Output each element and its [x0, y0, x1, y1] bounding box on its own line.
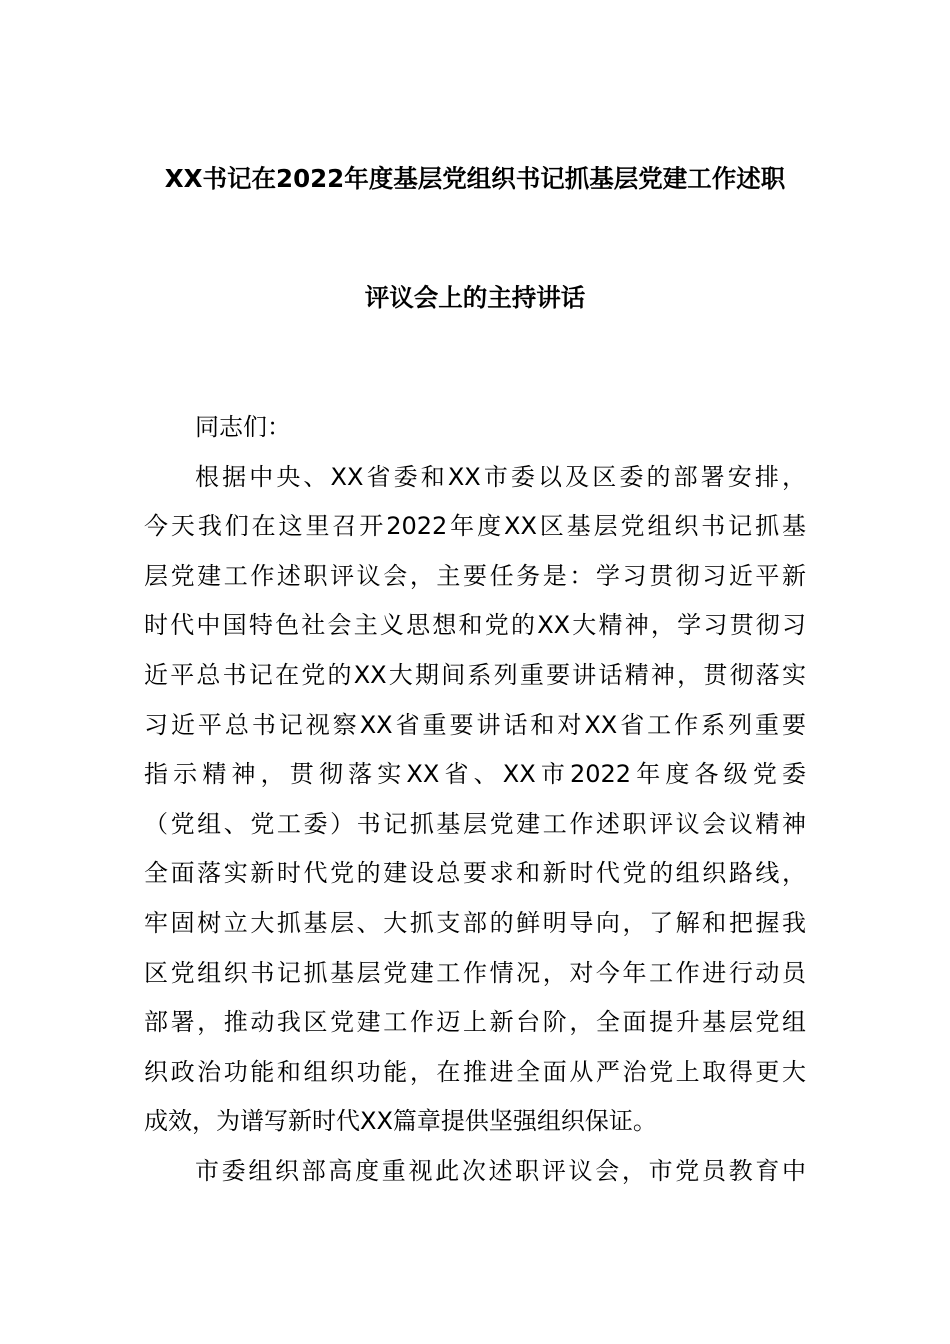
paragraph-1-line: 全面落实新时代党的建设总要求和新时代党的组织路线，	[144, 859, 806, 888]
paragraph-1	[144, 453, 806, 1147]
paragraph-1-line: 近平总书记在党的XX大期间系列重要讲话精神，贯彻落实	[144, 660, 806, 689]
document-title-line-2: 评议会上的主持讲话	[364, 283, 586, 312]
paragraph-1-line: 指示精神，贯彻落实XX省、XX市2022年度各级党委	[144, 760, 806, 789]
paragraph-2-line: 市委组织部高度重视此次述职评议会，市党员教育中	[195, 1156, 806, 1185]
paragraph-1-line: 根据中央、XX省委和XX市委以及区委的部署安排，	[195, 462, 806, 491]
paragraph-2	[144, 1147, 806, 1197]
salutation-text: 同志们：	[195, 413, 291, 441]
paragraph-1-line: 区党组织书记抓基层党建工作情况，对今年工作进行动员	[144, 958, 806, 987]
paragraph-1-line: 习近平总书记视察XX省重要讲话和对XX省工作系列重要	[144, 710, 806, 739]
salutation	[144, 403, 806, 453]
paragraph-1-line: 层党建工作述职评议会，主要任务是：学习贯彻习近平新	[144, 561, 806, 590]
paragraph-1-line: 时代中国特色社会主义思想和党的XX大精神，学习贯彻习	[144, 611, 806, 640]
document-title-line-1: XX书记在2022年度基层党组织书记抓基层党建工作述职	[164, 164, 786, 193]
paragraph-1-line: （党组、党工委）书记抓基层党建工作述职评议会议精神	[144, 809, 806, 838]
paragraph-1-line: 织政治功能和组织功能，在推进全面从严治党上取得更大	[144, 1057, 806, 1086]
paragraph-1-line: 今天我们在这里召开2022年度XX区基层党组织书记抓基	[144, 512, 806, 541]
paragraph-1-line: 牢固树立大抓基层、大抓支部的鲜明导向，了解和把握我	[144, 908, 806, 937]
paragraph-1-line: 成效，为谱写新时代XX篇章提供坚强组织保证。	[144, 1107, 657, 1136]
paragraph-1-line: 部署，推动我区党建工作迈上新台阶，全面提升基层党组	[144, 1008, 806, 1037]
document-body	[144, 403, 806, 1197]
